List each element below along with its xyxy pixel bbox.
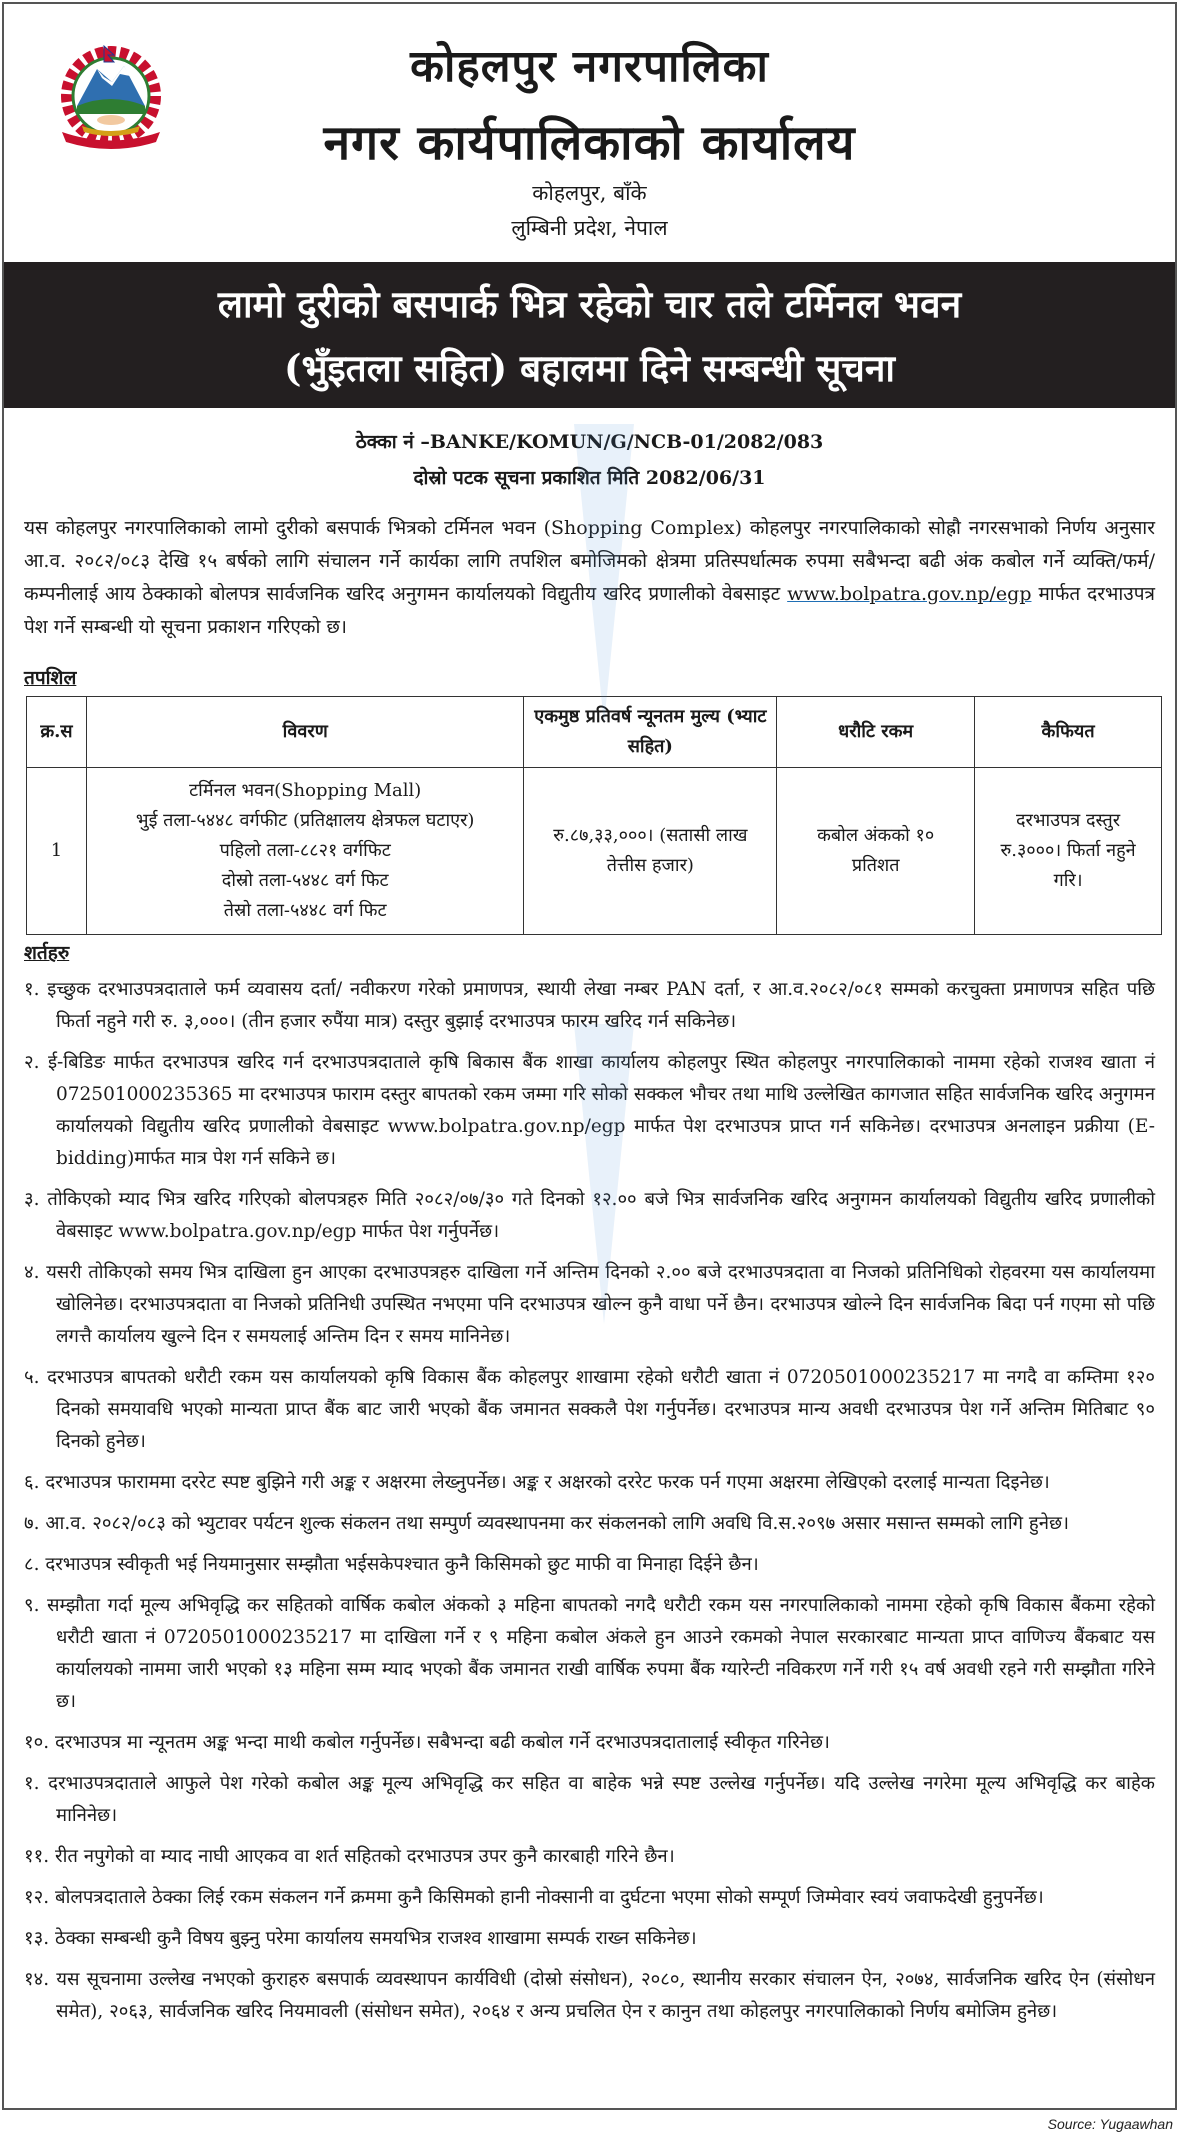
description-line: भुई तला-५४४८ वर्गफीट (प्रतिक्षालय क्षेत्रफल घटाएर) xyxy=(135,810,475,831)
publish-date: दोस्रो पटक सूचना प्रकाशित मिति 2082/06/31 xyxy=(413,467,766,489)
col-header-deposit: धरौटि रकम xyxy=(777,697,975,768)
terms-title: शर्तहरु xyxy=(24,942,70,964)
intro-text: यस कोहलपुर नगरपालिकाको लामो दुरीको बसपार्क भित्रको टर्मिनल भवन (Shopping Complex) कोहलपुर नगरपालिकाको सोह्रौ नगरसभाको निर्णय अनुसार आ.व. २०८२/०८३ देखि १५ बर्षको लागि संचालन गर्ने कार्यका लागि तपशिल बमोजिमको क्षेत्रमा प्रतिस्पर्धात्मक रुपमा सबैभन्दा बढी अंक कबोल गर्ने व्यक्ति/फर्म/कम्पनीलाई आय ठेक्काको बोलपत्र सार्वजनिक खरिद अनुगमन कार्यालयको विद्युतीय खरिद प्रणालीको वेबसाइट xyxy=(24,517,1155,605)
table-header-row xyxy=(27,697,1162,768)
notice-document xyxy=(2,2,1177,2110)
table-row xyxy=(27,768,1162,935)
cell-deposit: कबोल अंकको १० प्रतिशत xyxy=(777,768,975,935)
municipality-name: कोहलपुर नगरपालिका xyxy=(410,41,769,92)
intro-paragraph xyxy=(24,512,1155,644)
term-item: १. दरभाउपत्रदाताले आफुले पेश गरेको कबोल अङ्क मूल्य अभिवृद्धि कर सहित वा बाहेक भन्ने स्पष्ट उल्लेख गर्नुपर्नेछ। यदि उल्लेख नगरेमा मूल्य अभिवृद्धि कर बाहेक मानिनेछ। xyxy=(24,1773,1155,1826)
term-item: ८. दरभाउपत्र स्वीकृती भई नियमानुसार सम्झौता भईसकेपश्चात कुनै किसिमको छुट माफी वा मिनाहा दिईने छैन। xyxy=(24,1554,759,1575)
notice-title-line2: (भुँइतला सहित) बहालमा दिने सम्बन्धी सूचना xyxy=(284,346,895,390)
description-line: टर्मिनल भवन(Shopping Mall) xyxy=(189,780,422,801)
cell-remarks: दरभाउपत्र दस्तुर रु.३०००। फिर्ता नहुने गरि। xyxy=(975,768,1162,935)
notice-header xyxy=(4,4,1175,254)
term-item: ७. आ.व. २०८२/०८३ को भ्युटावर पर्यटन शुल्क संकलन तथा सम्पुर्ण व्यवस्थापनमा कर संकलनको लागि अवधि वि.स.२०९७ असार मसान्त सम्मको लागि हुनेछ। xyxy=(24,1513,1069,1534)
office-location: कोहलपुर, बाँके xyxy=(532,181,647,205)
contract-number: ठेक्का नं –BANKE/KOMUN/G/NCB-01/2082/083 xyxy=(355,431,824,453)
description-line: पहिलो तला-८८२१ वर्गफिट xyxy=(219,840,391,861)
cell-description xyxy=(86,768,524,935)
col-header-min-value: एकमुष्ठ प्रतिवर्ष न्यूनतम मुल्य (भ्याट सहित) xyxy=(524,697,777,768)
term-item: ३. तोकिएको म्याद भित्र खरिद गरिएको बोलपत्रहरु मिति २०८२/०७/३० गते दिनको १२.०० बजे भित्र सार्वजनिक खरिद अनुगमन कार्यालयको विद्युतीय खरिद प्रणालीको वेबसाइट www.bolpatra.gov.np/egp मार्फत पेश गर्नुपर्नेछ। xyxy=(24,1189,1155,1242)
description-line: तेस्रो तला-५४४८ वर्ग फिट xyxy=(223,900,387,921)
term-item: १४. यस सूचनामा उल्लेख नभएको कुराहरु बसपार्क व्यवस्थापन कार्यविधी (दोस्रो संसोधन), २०८०, स्थानीय सरकार संचालन ऐन, २०७४, सार्वजनिक खरिद ऐन (संसोधन समेत), २०६३, सार्वजनिक खरिद नियमावली (संसोधन समेत), २०६४ र अन्य प्रचलित ऐन र कानुन तथा कोहलपुर नगरपालिकाको निर्णय बमोजिम हुनेछ। xyxy=(24,1969,1155,2022)
term-item: ४. यसरी तोकिएको समय भित्र दाखिला हुन आएका दरभाउपत्रहरु दाखिला गर्ने अन्तिम दिनको २.०० बजे दरभाउपत्रदाता वा निजको प्रतिनिधिको रोहवरमा यस कार्यालयमा खोलिनेछ। दरभाउपत्रदाता वा निजको प्रतिनिधी उपस्थित नभएमा पनि दरभाउपत्र खोल्न कुनै वाधा पर्ने छैन। दरभाउपत्र खोल्ने दिन सार्वजनिक बिदा पर्न गएमा सो पछि लगत्तै कार्यालय खुल्ने दिन र समयलाई अन्तिम दिन र समय मानिनेछ। xyxy=(24,1262,1155,1347)
schedule-table xyxy=(26,696,1162,935)
term-item: १२. बोलपत्रदाताले ठेक्का लिई रकम संकलन गर्ने क्रममा कुनै किसिमको हानी नोक्सानी वा दुर्घटना भएमा सोको सम्पूर्ण जिम्मेवार स्वयं जवाफदेखी हुनुपर्नेछ। xyxy=(24,1887,1044,1908)
schedule-title: तपशिल xyxy=(24,667,77,689)
col-header-sn: क्र.स xyxy=(27,697,87,768)
col-header-remarks: कैफियत xyxy=(975,697,1162,768)
description-line: दोस्रो तला-५४४८ वर्ग फिट xyxy=(221,870,389,891)
bolpatra-link[interactable]: www.bolpatra.gov.np/egp xyxy=(787,583,1032,605)
cell-sn: 1 xyxy=(27,768,87,935)
term-item: ६. दरभाउपत्र फाराममा दररेट स्पष्ट बुझिने गरी अङ्क र अक्षरमा लेख्नुपर्नेछ। अङ्क र अक्षरको दररेट फरक पर्न गएमा अक्षरमा लेखिएको दरलाई मान्यता दिइनेछ। xyxy=(24,1472,1050,1493)
term-item: ५. दरभाउपत्र बापतको धरौटी रकम यस कार्यालयको कृषि विकास बैंक कोहलपुर शाखामा रहेको धरौटी खाता नं 0720501000235217 मा नगदै वा कम्तिमा १२० दिनको समयावधि भएको मान्यता प्राप्त बैंक बाट जारी भएको बैंक जमानत सक्कलै पेश गर्नुपर्नेछ। दरभाउपत्र मान्य अवधी दरभाउपत्र पेश गर्ने अन्तिम मितिबाट ९० दिनको हुनेछ। xyxy=(24,1367,1155,1452)
term-item: १३. ठेक्का सम्बन्धी कुनै विषय बुझ्नु परेमा कार्यालय समयभित्र राजश्व शाखामा सम्पर्क राख्न सकिनेछ। xyxy=(24,1928,697,1949)
notice-title-line1: लामो दुरीको बसपार्क भित्र रहेको चार तले टर्मिनल भवन xyxy=(217,282,962,326)
term-item: ९. सम्झौता गर्दा मूल्य अभिवृद्धि कर सहितको वार्षिक कबोल अंकको ३ महिना बापतको नगदै धरौटी रकम यस नगरपालिकाको नाममा रहेको कृषि विकास बैंकमा रहेको धरौटी खाता नं 0720501000235217 मा दाखिला गर्ने र ९ महिना कबोल अंकले हुन आउने रकमको नेपाल सरकारबाट मान्यता प्राप्त वाणिज्य बैंकबाट यस कार्यालयको नाममा जारी भएको १३ महिना सम्म म्याद भएको बैंक जमानत राखी वार्षिक रुपमा बैंक ग्यारेन्टी नविकरण गर्ने गरी १५ वर्ष अवधी रहने गरी सम्झौता गरिने छ। xyxy=(24,1595,1155,1712)
cell-min-value: रु.८७,३३,०००। (सतासी लाख तेत्तीस हजार) xyxy=(524,768,777,935)
term-item: ११. रीत नपुगेको वा म्याद नाघी आएकव वा शर्त सहितको दरभाउपत्र उपर कुनै कारबाही गरिने छैन। xyxy=(24,1846,675,1867)
term-item: १. इच्छुक दरभाउपत्रदाताले फर्म व्यवासय दर्ता/ नवीकरण गरेको प्रमाणपत्र, स्थायी लेखा नम्बर PAN दर्ता, र आ.व.२०८२/०८१ सम्मको करचुक्ता प्रमाणपत्र सहित पछि फिर्ता नहुने गरी रु. ३,०००। (तीन हजार रुपैंया मात्र) दस्तुर बुझाई दरभाउपत्र फारम खरिद गर्न सकिनेछ। xyxy=(24,979,1155,1032)
office-province: लुम्बिनी प्रदेश, नेपाल xyxy=(511,216,668,240)
source-credit: Source: Yugaawhan xyxy=(1047,2116,1173,2132)
reference-block xyxy=(4,424,1175,496)
intro-text-after: मार्फत दरभाउपत्र पेश गर्ने सम्बन्धी यो सूचना प्रकाशन गरिएको छ। xyxy=(24,583,1156,638)
col-header-description: विवरण xyxy=(86,697,524,768)
term-item: २. ई-बिडिङ मार्फत दरभाउपत्र खरिद गर्न दरभाउपत्रदाताले कृषि बिकास बैंक शाखा कार्यालय कोहलपुर स्थित कोहलपुर नगरपालिकाको नाममा रहेको राजश्व खाता नं 072501000235365 मा दरभाउपत्र फाराम दस्तुर बापतको रकम जम्मा गरि सोको सक्कल भौचर तथा माथि उल्लेखित कागजात सहित सार्वजनिक खरिद अनुगमन कार्यालयको विद्युतीय खरिद प्रणालीको वेबसाइट www.bolpatra.gov.np/egp मार्फत पेश दरभाउपत्र प्राप्त गर्न सकिनेछ। दरभाउपत्र अनलाइन प्रक्रीया (E-bidding)मार्फत मात्र पेश गर्न सकिने छ। xyxy=(24,1052,1156,1169)
terms-list xyxy=(24,974,1155,2037)
office-name: नगर कार्यपालिकाको कार्यालय xyxy=(323,115,856,171)
term-item: १०. दरभाउपत्र मा न्यूनतम अङ्क भन्दा माथी कबोल गर्नुपर्नेछ। सबैभन्दा बढी कबोल गर्ने दरभाउपत्रदातालाई स्वीकृत गरिनेछ। xyxy=(24,1732,830,1753)
notice-title-banner xyxy=(4,262,1175,408)
